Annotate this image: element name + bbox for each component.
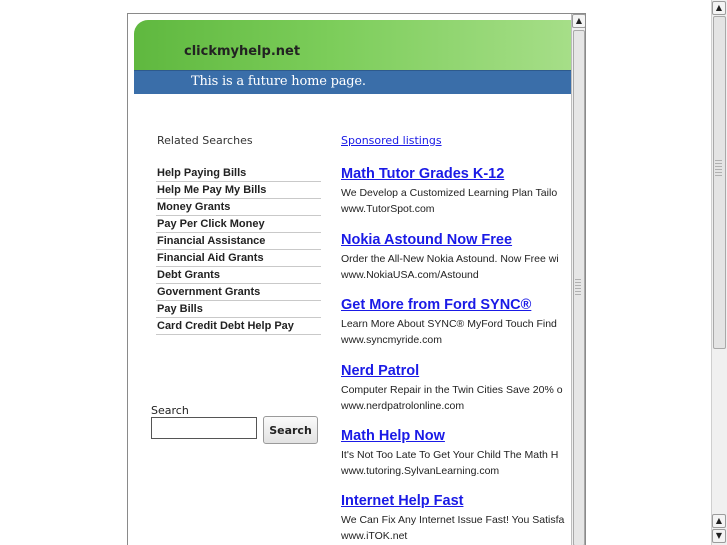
frame-scrollbar-grip: [575, 279, 581, 295]
related-searches-heading: Related Searches: [157, 134, 253, 147]
scroll-down-icon[interactable]: ▼: [712, 529, 726, 543]
page-content: [128, 14, 571, 545]
related-search-link[interactable]: Help Paying Bills: [156, 165, 321, 182]
window-scrollbar-grip: [715, 160, 722, 176]
ad-description: Learn More About SYNC® MyFord Touch Find: [341, 318, 557, 330]
related-search-link[interactable]: Government Grants: [156, 284, 321, 301]
ad-listing: [341, 427, 571, 479]
tagline: This is a future home page.: [191, 74, 366, 89]
search-button[interactable]: Search: [263, 416, 318, 444]
frame-scrollbar[interactable]: [571, 14, 586, 545]
related-search-link[interactable]: Help Me Pay My Bills: [156, 182, 321, 199]
search-label: Search: [151, 404, 189, 417]
site-title: clickmyhelp.net: [184, 44, 301, 59]
related-search-link[interactable]: Pay Per Click Money: [156, 216, 321, 233]
ad-listing: [341, 165, 571, 217]
window-scrollbar[interactable]: [711, 0, 727, 545]
ad-listing: [341, 362, 571, 414]
ad-description: Computer Repair in the Twin Cities Save 20% o: [341, 384, 563, 396]
ad-description: It's Not Too Late To Get Your Child The Math H: [341, 449, 559, 461]
search-input[interactable]: [151, 417, 257, 439]
related-search-link[interactable]: Financial Assistance: [156, 233, 321, 250]
related-search-link[interactable]: Pay Bills: [156, 301, 321, 318]
ad-url[interactable]: www.nerdpatrolonline.com: [341, 400, 465, 412]
ad-listing: [341, 296, 571, 348]
related-search-link[interactable]: Money Grants: [156, 199, 321, 216]
ad-title-link[interactable]: Nerd Patrol: [341, 363, 420, 379]
header-banner: [134, 20, 571, 76]
related-search-link[interactable]: Card Credit Debt Help Pay: [156, 318, 321, 335]
ad-description: We Can Fix Any Internet Issue Fast! You Satisfa: [341, 514, 565, 526]
window-scrollbar-thumb[interactable]: [713, 16, 726, 349]
ad-description: Order the All-New Nokia Astound. Now Free wi: [341, 253, 559, 265]
scroll-up-icon[interactable]: ▲: [712, 1, 726, 15]
ad-url[interactable]: www.syncmyride.com: [341, 334, 442, 346]
scroll-up-icon[interactable]: ▲: [712, 514, 726, 528]
related-search-link[interactable]: Financial Aid Grants: [156, 250, 321, 267]
ad-listing: [341, 492, 571, 544]
ad-url[interactable]: www.NokiaUSA.com/Astound: [341, 269, 479, 281]
ad-title-link[interactable]: Math Tutor Grades K-12: [341, 166, 505, 182]
sponsored-listings-link[interactable]: Sponsored listings: [341, 134, 442, 147]
ad-url[interactable]: www.TutorSpot.com: [341, 203, 435, 215]
related-searches-list: [156, 165, 321, 335]
parked-page-frame: [127, 13, 586, 545]
ad-url[interactable]: www.iTOK.net: [341, 530, 408, 542]
ad-title-link[interactable]: Math Help Now: [341, 428, 445, 444]
related-search-link[interactable]: Debt Grants: [156, 267, 321, 284]
ad-title-link[interactable]: Nokia Astound Now Free: [341, 232, 513, 248]
ad-description: We Develop a Customized Learning Plan Tailo: [341, 187, 558, 199]
ad-title-link[interactable]: Get More from Ford SYNC®: [341, 297, 532, 313]
ad-title-link[interactable]: Internet Help Fast: [341, 493, 464, 509]
tagline-bar: [134, 70, 571, 94]
ad-listing: [341, 231, 571, 283]
frame-scroll-up-icon[interactable]: ▲: [572, 14, 586, 28]
ad-url[interactable]: www.tutoring.SylvanLearning.com: [341, 465, 500, 477]
